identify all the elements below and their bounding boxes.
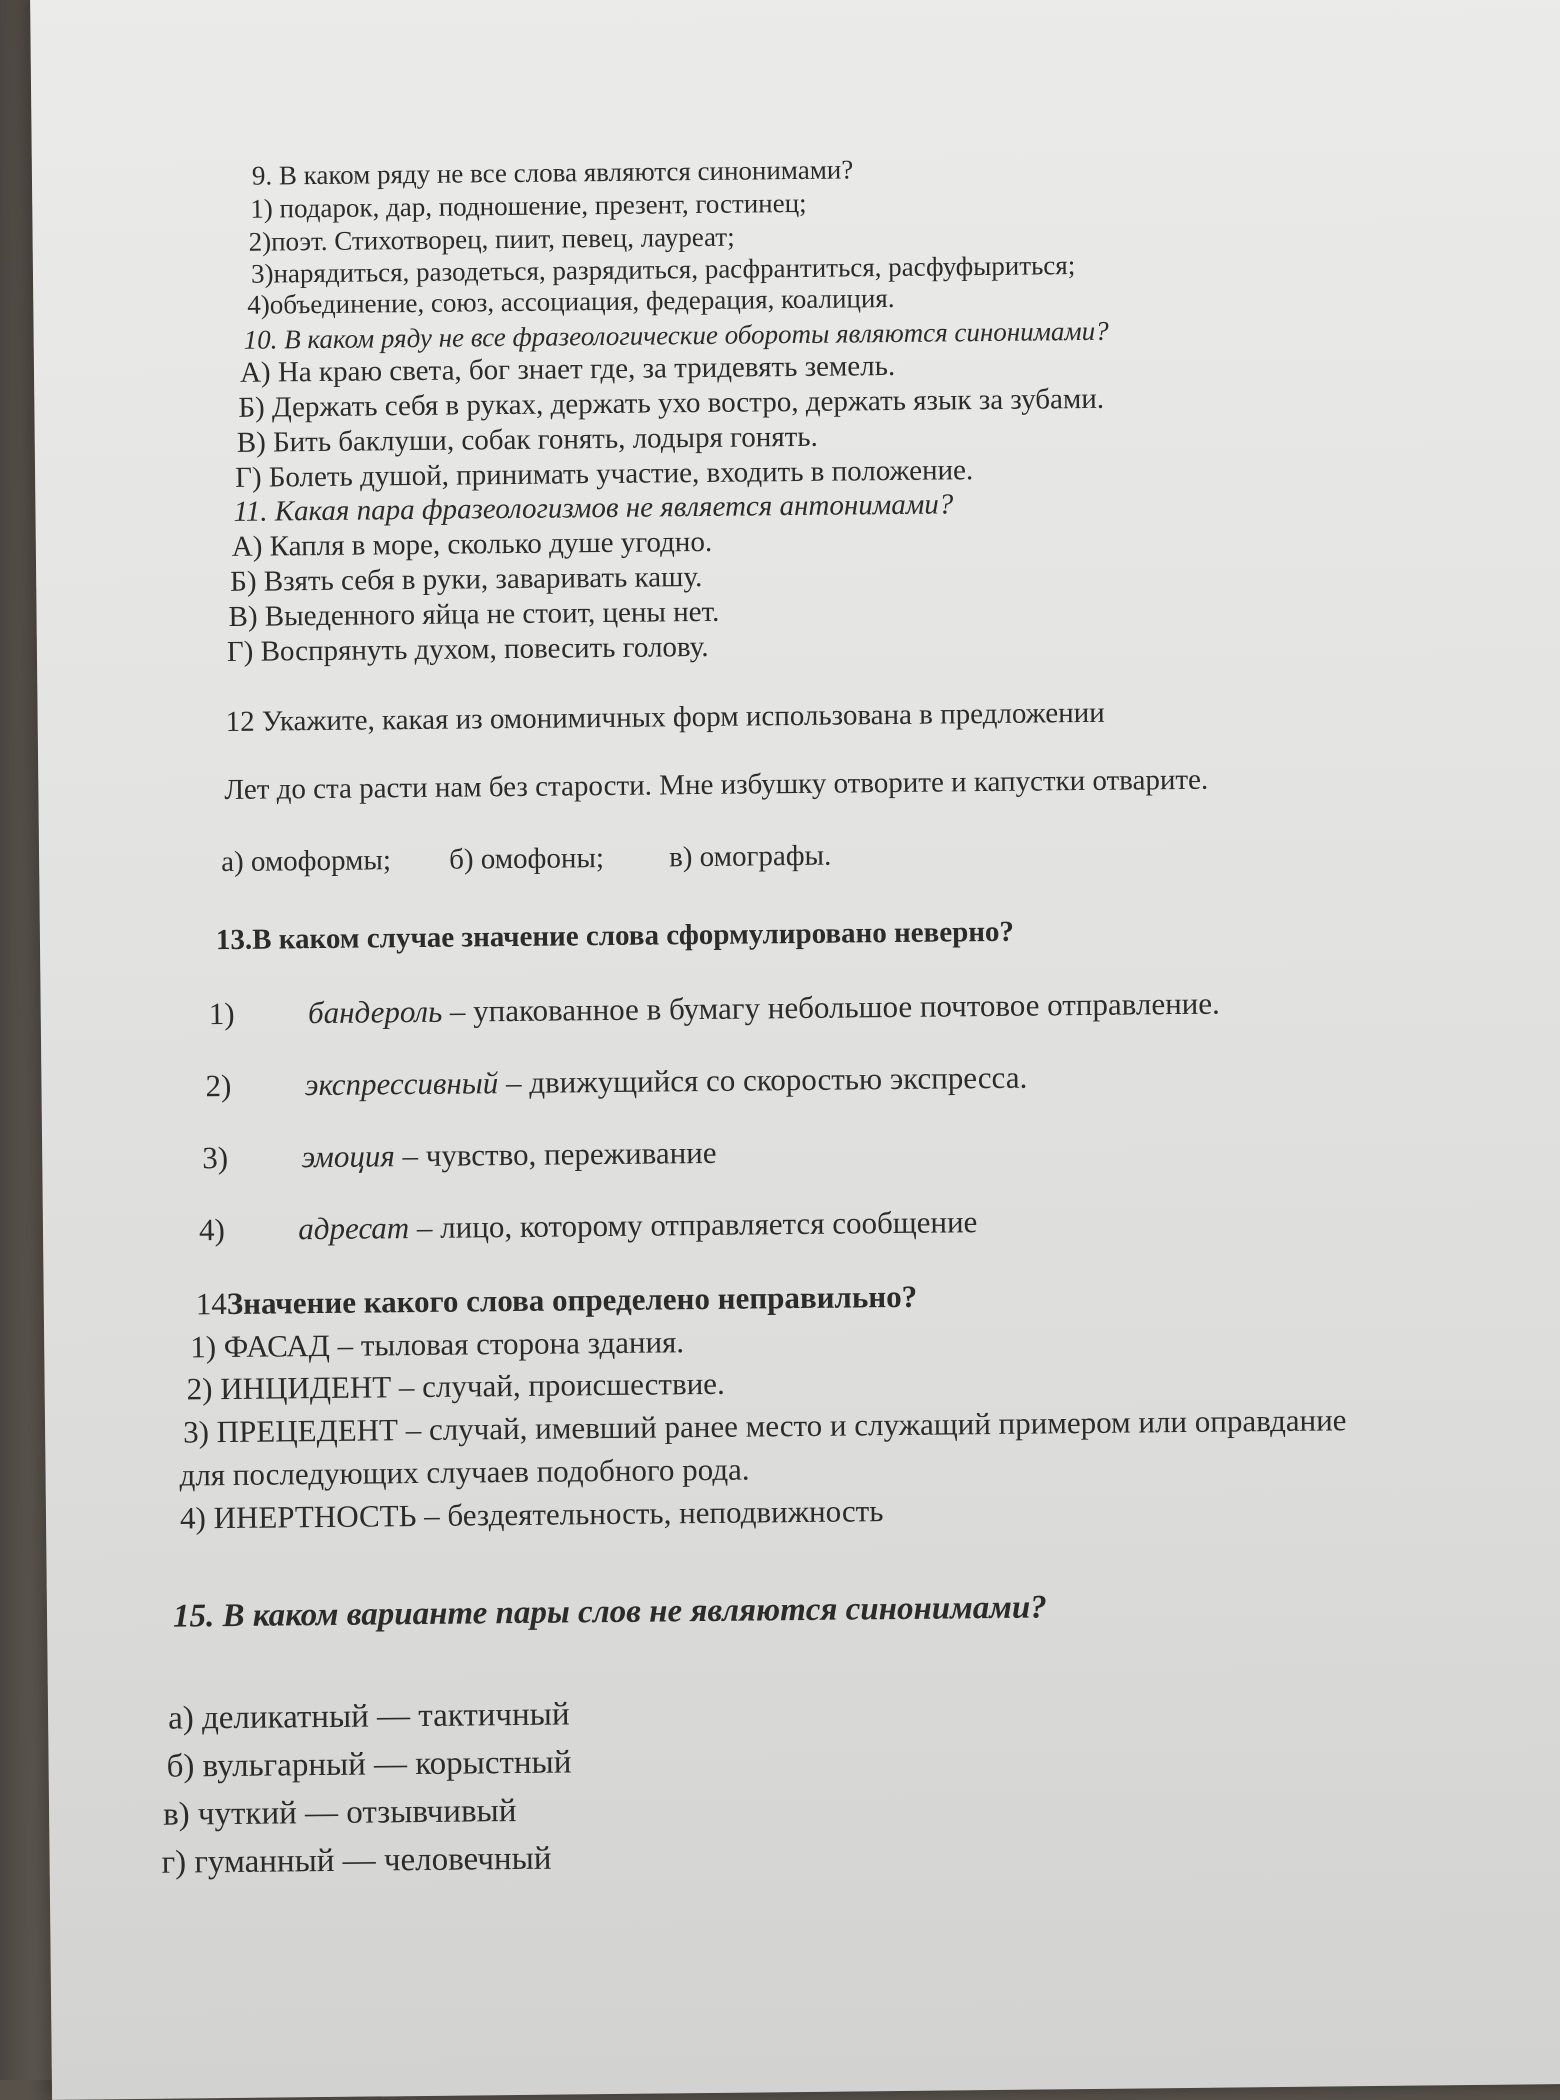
- q9-question: 9. В каком ряду не все слова являются синонимами?: [251, 154, 854, 191]
- q11-option-g: Г) Воспрянуть духом, повесить голову.: [226, 630, 709, 668]
- q13-item-1-num: 1): [208, 995, 235, 1032]
- q12-sentence: Лет до ста расти нам без старости. Мне избушку отворите и капустки отварите.: [224, 763, 1209, 807]
- q11-question: 11. Какая пара фразеологизмов не является антонимами?: [233, 488, 954, 528]
- q14-option-3-cont: для последующих случаев подобного рода.: [179, 1451, 750, 1493]
- q12-option-a: а) омоформы;: [220, 844, 392, 879]
- q10-option-b: Б) Держать себя в руках, держать ухо востро, держать язык за зубами.: [238, 382, 1105, 424]
- q10-question: 10. В каком ряду не все фразеологические обороты являются синонимами?: [243, 315, 1109, 355]
- q13-item-2-num: 2): [205, 1067, 232, 1104]
- q10-option-g: Г) Болеть душой, принимать участие, входить в положение.: [234, 454, 974, 494]
- q11-option-a: А) Капля в море, сколько душе угодно.: [231, 525, 713, 563]
- q10-option-v: В) Бить баклуши, собак гонять, лодыря гонять.: [236, 420, 818, 459]
- q13-item-1-def: – упакованное в бумагу небольшое почтовое отправление.: [442, 985, 1220, 1029]
- q13-item-2-def: – движущийся со скоростью экспресса.: [498, 1059, 1028, 1101]
- q13-item-3-def: – чувство, переживание: [394, 1134, 717, 1174]
- q14-option-4: 4) ИНЕРТНОСТЬ – бездеятельность, неподвижность: [179, 1493, 884, 1536]
- q13-item-2-term: экспрессивный: [304, 1065, 499, 1103]
- q11-option-v: В) Выеденного яйца не стоит, цены нет.: [228, 595, 720, 633]
- q13-item-4-term: адресат: [298, 1210, 410, 1247]
- q13-item-1: [208, 985, 1220, 1032]
- q12-option-b: б) омофоны;: [448, 842, 605, 876]
- q13-item-3-num: 3): [202, 1139, 229, 1176]
- q15-question: 15. В каком варианте пары слов не являются синонимами?: [172, 1589, 1047, 1635]
- q13-item-4-num: 4): [198, 1212, 226, 1248]
- q14-question-line: [195, 1278, 918, 1322]
- q14-option-2: 2) ИНЦИДЕНТ – случай, происшествие.: [186, 1365, 725, 1407]
- q13-item-3: [202, 1134, 717, 1176]
- q14-number: 14: [195, 1286, 227, 1322]
- q9-option-2: 2)поэт. Стихотворец, пиит, певец, лауреат;: [248, 221, 735, 257]
- q15-option-b: б) вульгарный — корыстный: [166, 1744, 572, 1785]
- q13-item-4-def: – лицо, которому отправляется сообщение: [409, 1204, 978, 1246]
- q9-option-4: 4)объединение, союз, ассоциация, федерация, коалиция.: [247, 282, 895, 320]
- q13-question: 13.В каком случае значение слова сформулировано неверно?: [215, 915, 1015, 957]
- q12-question: 12 Укажите, какая из омонимичных форм использована в предложении: [225, 696, 1105, 738]
- q9-option-3: 3)нарядиться, разодеться, разрядиться, расфрантиться, расфуфыриться;: [250, 250, 1076, 289]
- q14-question: Значение какого слова определено неправильно?: [226, 1278, 918, 1322]
- paper-sheet: [30, 0, 1560, 2100]
- q9-option-1: 1) подарок, дар, подношение, презент, гостинец;: [250, 187, 807, 224]
- q15-option-a: а) деликатный — тактичный: [167, 1696, 570, 1737]
- q13-item-4: [198, 1204, 978, 1248]
- q13-item-3-term: эмоция: [301, 1138, 395, 1175]
- q12-option-v: в) омографы.: [668, 839, 832, 874]
- q15-option-v: в) чуткий — отзывчивый: [162, 1793, 517, 1833]
- q13-item-2: [205, 1059, 1028, 1104]
- q11-option-b: Б) Взять себя в руки, заваривать кашу.: [230, 560, 703, 598]
- q14-option-3: 3) ПРЕЦЕДЕНТ – случай, имевший ранее место и служащий примером или оправдание: [182, 1402, 1347, 1450]
- q14-option-1: 1) ФАСАД – тыловая сторона здания.: [190, 1324, 685, 1365]
- q13-item-1-term: бандероль: [307, 993, 443, 1031]
- q15-option-g: г) гуманный — человечный: [161, 1840, 552, 1881]
- q10-option-a: А) На краю света, бог знает где, за тридевять земель.: [239, 349, 896, 389]
